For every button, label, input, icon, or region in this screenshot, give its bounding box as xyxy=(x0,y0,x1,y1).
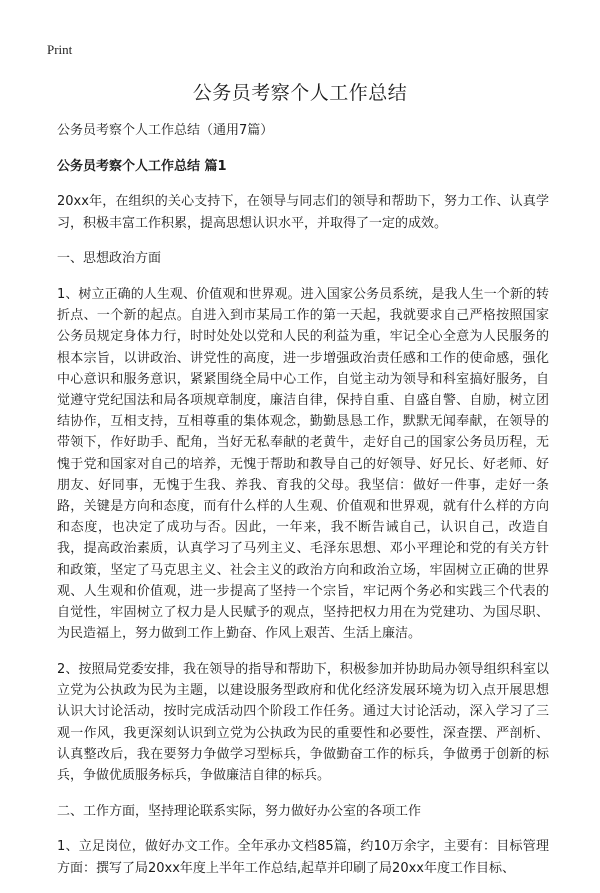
section-heading: 公务员考察个人工作总结 篇1 xyxy=(57,158,227,174)
heading-political: 一、思想政治方面 xyxy=(57,251,162,267)
intro-paragraph: 20xx年，在组织的关心支持下，在领导与同志们的领导和帮助下，努力工作、认真学习，积极丰富工作积累，提高思想认识水平，并取得了一定的成效。 xyxy=(57,194,549,231)
paragraph-discussion: 2、按照局党委安排，我在领导的指导和帮助下，积极参加并协助局办领导组织科室以立党为公执政为民为主题，以建设服务型政府和优化经济发展环境为切入点开展思想认识大讨论活动，按时完成活动四个阶段工作任务。通过大讨论活动，深入学习了三观一作风，我更深刻认识到立党为公执政为民的重要性和必要性，深查摆、严剖析、认真整改后，我在要努力争做学习型标兵，争做勤奋工作的标兵，争做勇于创新的标兵，争做优质服务标兵，争做廉洁自律的标兵。 xyxy=(57,661,549,783)
paragraph-worldview: 1、树立正确的人生观、价值观和世界观。进入国家公务员系统，是我人生一个新的转折点、一个新的起点。自进入到市某局工作的第一天起，我就要求自己严格按照国家公务员规定身体力行，时时处处以党和人民的利益为重，牢记全心全意为人民服务的根本宗旨，以讲政治、讲党性的高度，进一步增强政治责任感和工作的使命感，强化中心意识和服务意识，紧紧围绕全局中心工作，自觉主动为领导和科室搞好服务，自觉遵守党纪国法和局各项规章制度，廉洁自律，保持自重、自盛自警、自励，树立团结协作，互相支持，互相尊重的集体观念，勤勤恳恳工作，默默无闻奉献，在领导的带领下，作好助手、配角，当好无私奉献的老黄牛，走好自己的国家公务员历程，无愧于党和国家对自己的培养，无愧于帮助和教导自己的好领导、好兄长、好老师、好朋友、好同事，无愧于生我、养我、育我的父母。我坚信：做好一件事，走好一条路，关键是方向和态度，而有什么样的人生观、价值观和世界观，就有什么样的方向和态度，也决定了成功与否。因此，一年来，我不断告诫自己，认识自己，改造自我，提高政治素质，认真学习了马列主义、毛泽东思想、邓小平理论和党的有关方针和政策，坚定了马克思主义、社会主义的政治方向和政治立场，牢固树立正确的世界观、人生观和价值观，进一步提高了坚持一个宗旨，牢记两个务必和实践三个代表的自觉性，牢固树立了权力是人民赋予的观点，坚持把权力用在为党建功、为国尽职、为民造福上，努力做到工作上勤奋、作风上艰苦、生活上廉洁。 xyxy=(57,287,549,642)
paragraph-documents: 1、立足岗位，做好办文工作。全年承办文档85篇，约10万余字，主要有：目标管理方面：撰写了局20xx年度上半年工作总结,起草并印刷了局20xx年度工作目标、 xyxy=(57,839,549,876)
heading-work: 二、工作方面，坚持理论联系实际，努力做好办公室的各项工作 xyxy=(57,803,422,819)
print-link[interactable]: Print xyxy=(47,42,73,57)
document-body xyxy=(57,120,549,893)
document-subtitle: 公务员考察个人工作总结（通用7篇） xyxy=(57,123,274,138)
document-title: 公务员考察个人工作总结 xyxy=(192,82,408,104)
